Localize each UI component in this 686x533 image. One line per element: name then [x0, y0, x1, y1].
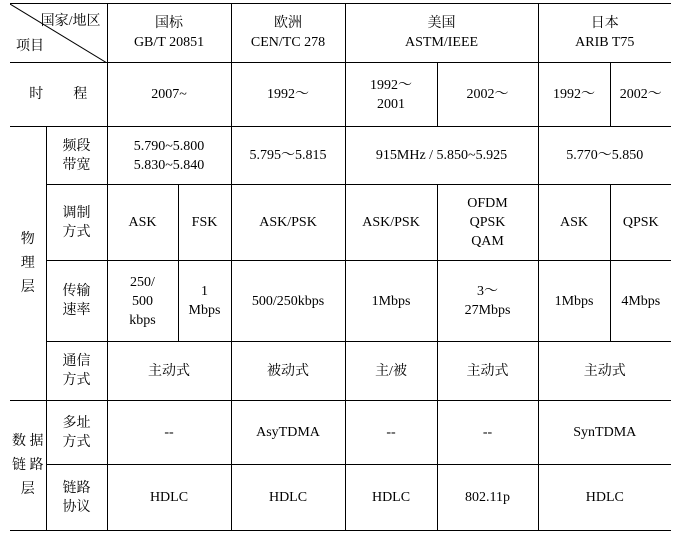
rate-eu: 500/250kbps [231, 261, 345, 342]
band-jp: 5.770～5.850 [538, 127, 671, 185]
comm-row [10, 342, 671, 401]
rate-us-2: 3～ 27Mbps [437, 261, 538, 342]
region-label: 国标 [155, 16, 183, 31]
modulation-jp-2: QPSK [610, 185, 671, 261]
region-label: 日本 [590, 16, 619, 31]
comm-cn: 主动式 [107, 342, 231, 401]
schedule-eu: 1992～ [231, 63, 345, 127]
band-row [10, 127, 671, 185]
physical-layer-group: 物 理 层 [10, 127, 46, 401]
comm-us-1: 主/被 [345, 342, 437, 401]
access-eu: AsyTDMA [231, 401, 345, 465]
header-row [10, 4, 671, 63]
protocol-us-2: 802.11p [437, 465, 538, 531]
schedule-row [10, 63, 671, 127]
access-cn: -- [107, 401, 231, 465]
header-col-us [345, 4, 538, 63]
access-jp: SynTDMA [538, 401, 671, 465]
access-us-1: -- [345, 401, 437, 465]
region-label: 欧洲 [274, 16, 303, 31]
standards-comparison-table [10, 3, 671, 531]
access-us-2: -- [437, 401, 538, 465]
modulation-eu: ASK/PSK [231, 185, 345, 261]
standard-label: GB/T 20851 [133, 35, 205, 50]
schedule-jp-1: 1992～ [538, 63, 610, 127]
schedule-label [10, 63, 107, 127]
diag-bottom-label: 项目 [16, 39, 44, 54]
modulation-cn-2: FSK [178, 185, 231, 261]
datalink-layer-group: 数 据 链 路 层 [10, 401, 46, 531]
rate-row [10, 261, 671, 342]
modulation-us-2: OFDM QPSK QAM [437, 185, 538, 261]
protocol-jp: HDLC [538, 465, 671, 531]
protocol-row [10, 465, 671, 531]
standards-comparison-table-wrapper [10, 3, 671, 531]
rate-cn-1: 250/ 500 kbps [107, 261, 178, 342]
rate-jp-1: 1Mbps [538, 261, 610, 342]
protocol-eu: HDLC [231, 465, 345, 531]
diag-top-label: 国家/地区 [40, 14, 101, 29]
header-col-eu [231, 4, 345, 63]
schedule-us-2: 2002～ [437, 63, 538, 127]
protocol-label: 链路 协议 [46, 465, 107, 531]
rate-cn-2: 1 Mbps [178, 261, 231, 342]
modulation-cn-1: ASK [107, 185, 178, 261]
band-us: 915MHz / 5.850~5.925 [345, 127, 538, 185]
modulation-jp-1: ASK [538, 185, 610, 261]
schedule-label-b: 程 [73, 87, 88, 102]
rate-label: 传输 速率 [46, 261, 107, 342]
schedule-us-1: 1992～ 2001 [345, 63, 437, 127]
header-col-jp [538, 4, 671, 63]
schedule-label-a: 时 [29, 87, 44, 102]
header-diagonal-cell [10, 4, 107, 63]
comm-label: 通信 方式 [46, 342, 107, 401]
standard-label: ARIB T75 [575, 35, 635, 50]
schedule-jp-2: 2002～ [610, 63, 671, 127]
rate-us-1: 1Mbps [345, 261, 437, 342]
standard-label: ASTM/IEEE [404, 35, 479, 50]
access-label: 多址 方式 [46, 401, 107, 465]
comm-eu: 被动式 [231, 342, 345, 401]
schedule-cn: 2007~ [107, 63, 231, 127]
modulation-us-1: ASK/PSK [345, 185, 437, 261]
access-row [10, 401, 671, 465]
header-col-cn [107, 4, 231, 63]
modulation-label: 调制 方式 [46, 185, 107, 261]
band-cn: 5.790~5.800 5.830~5.840 [107, 127, 231, 185]
modulation-row [10, 185, 671, 261]
rate-jp-2: 4Mbps [610, 261, 671, 342]
band-label: 频段 带宽 [46, 127, 107, 185]
standard-label: CEN/TC 278 [250, 35, 326, 50]
protocol-cn: HDLC [107, 465, 231, 531]
protocol-us-1: HDLC [345, 465, 437, 531]
comm-jp: 主动式 [538, 342, 671, 401]
region-label: 美国 [427, 16, 456, 31]
comm-us-2: 主动式 [437, 342, 538, 401]
band-eu: 5.795～5.815 [231, 127, 345, 185]
